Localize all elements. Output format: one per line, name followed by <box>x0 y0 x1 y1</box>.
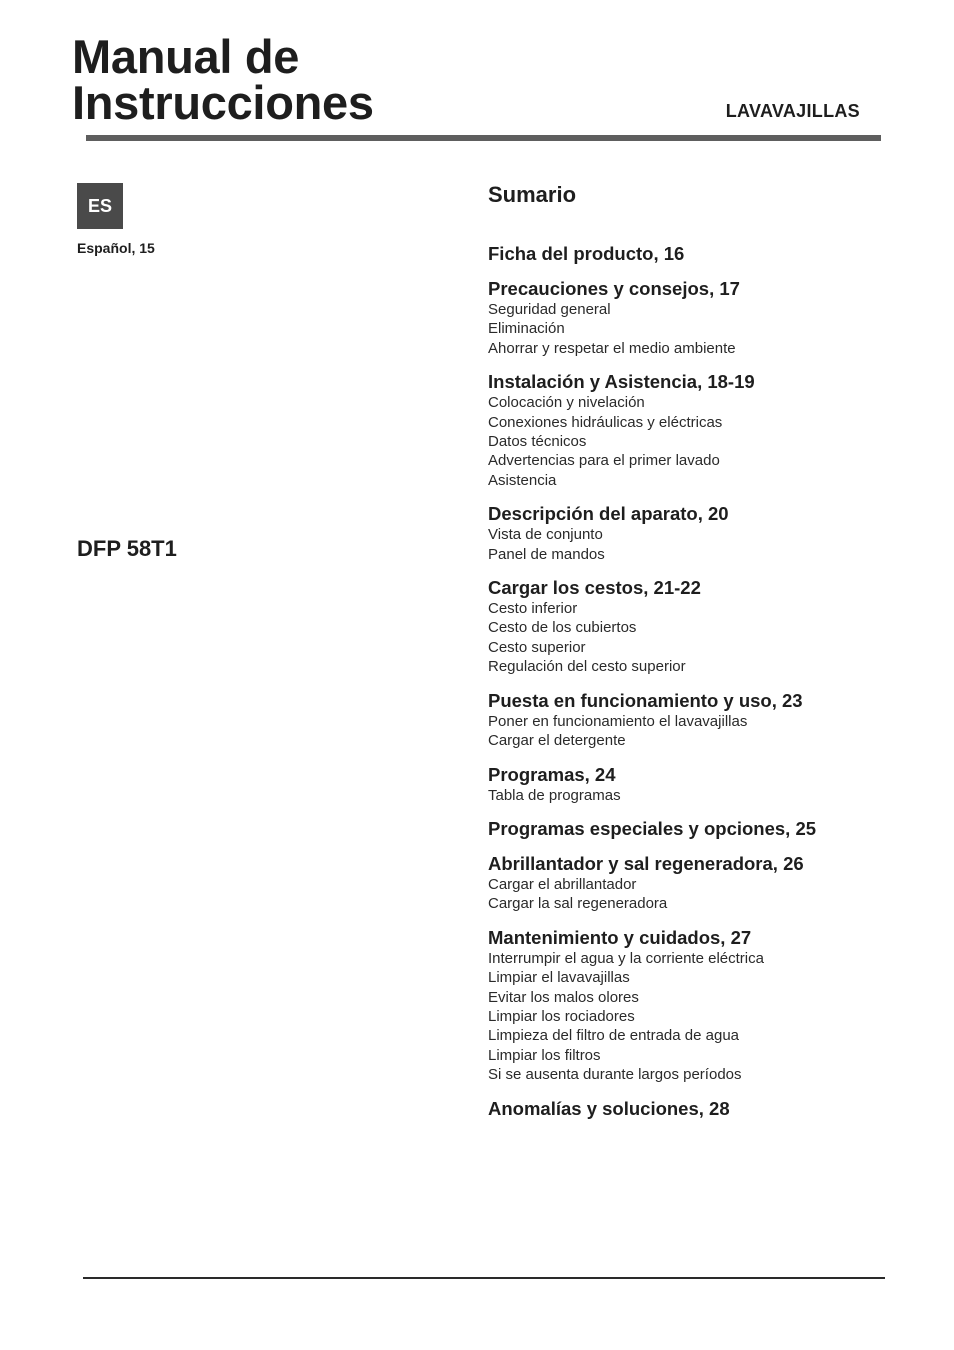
title-line-2: Instrucciones <box>72 76 374 129</box>
toc-section-title: Ficha del producto, 16 <box>488 243 685 264</box>
table-of-contents <box>488 243 928 1133</box>
toc-subitem-list <box>488 599 928 677</box>
header-divider <box>86 135 881 141</box>
toc-subitem: Eliminación <box>488 320 565 338</box>
toc-subitem: Seguridad general <box>488 301 611 318</box>
toc-subitem: Cargar la sal regeneradora <box>488 895 668 913</box>
toc-subitem-list <box>488 300 928 358</box>
toc-subitem: Ahorrar y respetar el medio ambiente <box>488 339 736 357</box>
toc-section-title: Anomalías y soluciones, 28 <box>488 1097 730 1119</box>
toc-section-title: Puesta en funcionamiento y uso, 23 <box>488 689 803 711</box>
toc-subitem: Limpiar los rociadores <box>488 1007 635 1025</box>
toc-subitem-list <box>488 393 928 490</box>
toc-subitem: Panel de mandos <box>488 545 605 563</box>
toc-section-title: Programas, 24 <box>488 763 616 785</box>
toc-subitem-list <box>488 786 928 805</box>
language-badge: ES <box>77 183 123 229</box>
toc-section <box>488 1098 928 1120</box>
toc-subitem: Colocación y nivelación <box>488 394 645 412</box>
document-title <box>72 30 374 129</box>
toc-subitem: Cesto inferior <box>488 600 578 618</box>
toc-section-title: Abrillantador y sal regeneradora, 26 <box>488 852 804 874</box>
toc-section <box>488 853 928 914</box>
toc-subitem: Asistencia <box>488 471 557 489</box>
footer-divider <box>83 1277 885 1279</box>
toc-section <box>488 503 928 564</box>
toc-section <box>488 577 928 677</box>
toc-section-title: Descripción del aparato, 20 <box>488 503 729 525</box>
toc-subitem-list <box>488 875 928 914</box>
toc-subitem: Datos técnicos <box>488 433 587 451</box>
toc-section-title: Cargar los cestos, 21-22 <box>488 577 701 599</box>
title-line-1: Manual de <box>72 30 300 83</box>
toc-subitem: Si se ausenta durante largos períodos <box>488 1066 742 1084</box>
toc-section <box>488 243 928 265</box>
toc-subitem: Conexiones hidráulicas y eléctricas <box>488 413 723 431</box>
toc-subitem: Advertencias para el primer lavado <box>488 452 720 470</box>
language-page-reference: Español, 15 <box>77 240 155 256</box>
toc-title: Sumario <box>488 182 577 207</box>
toc-section <box>488 278 928 358</box>
toc-subitem: Regulación del cesto superior <box>488 658 686 676</box>
toc-subitem: Cargar el abrillantador <box>488 875 637 893</box>
toc-section <box>488 690 928 751</box>
toc-subitem: Limpiar los filtros <box>488 1046 601 1064</box>
toc-subitem: Interrumpir el agua y la corriente eléctrica <box>488 949 764 967</box>
toc-section <box>488 818 928 840</box>
toc-subitem-list <box>488 949 928 1085</box>
toc-subitem: Vista de conjunto <box>488 526 603 544</box>
toc-subitem: Cesto superior <box>488 638 586 656</box>
toc-subitem: Poner en funcionamiento el lavavajillas <box>488 712 748 730</box>
product-category: LAVAVAJILLAS <box>725 101 860 121</box>
toc-subitem: Cesto de los cubiertos <box>488 619 637 637</box>
toc-subitem: Cargar el detergente <box>488 732 626 750</box>
toc-section-title: Mantenimiento y cuidados, 27 <box>488 926 752 948</box>
toc-section-title: Instalación y Asistencia, 18-19 <box>488 371 755 393</box>
toc-section <box>488 764 928 805</box>
toc-section <box>488 927 928 1085</box>
toc-subitem: Evitar los malos olores <box>488 988 639 1006</box>
toc-section-title: Programas especiales y opciones, 25 <box>488 817 817 839</box>
toc-subitem: Limpiar el lavavajillas <box>488 969 630 987</box>
toc-subitem-list <box>488 525 928 564</box>
toc-subitem: Limpieza del filtro de entrada de agua <box>488 1027 740 1045</box>
toc-section <box>488 371 928 490</box>
toc-subitem: Tabla de programas <box>488 786 621 804</box>
model-number: DFP 58T1 <box>77 536 177 561</box>
toc-subitem-list <box>488 712 928 751</box>
toc-section-title: Precauciones y consejos, 17 <box>488 278 740 299</box>
